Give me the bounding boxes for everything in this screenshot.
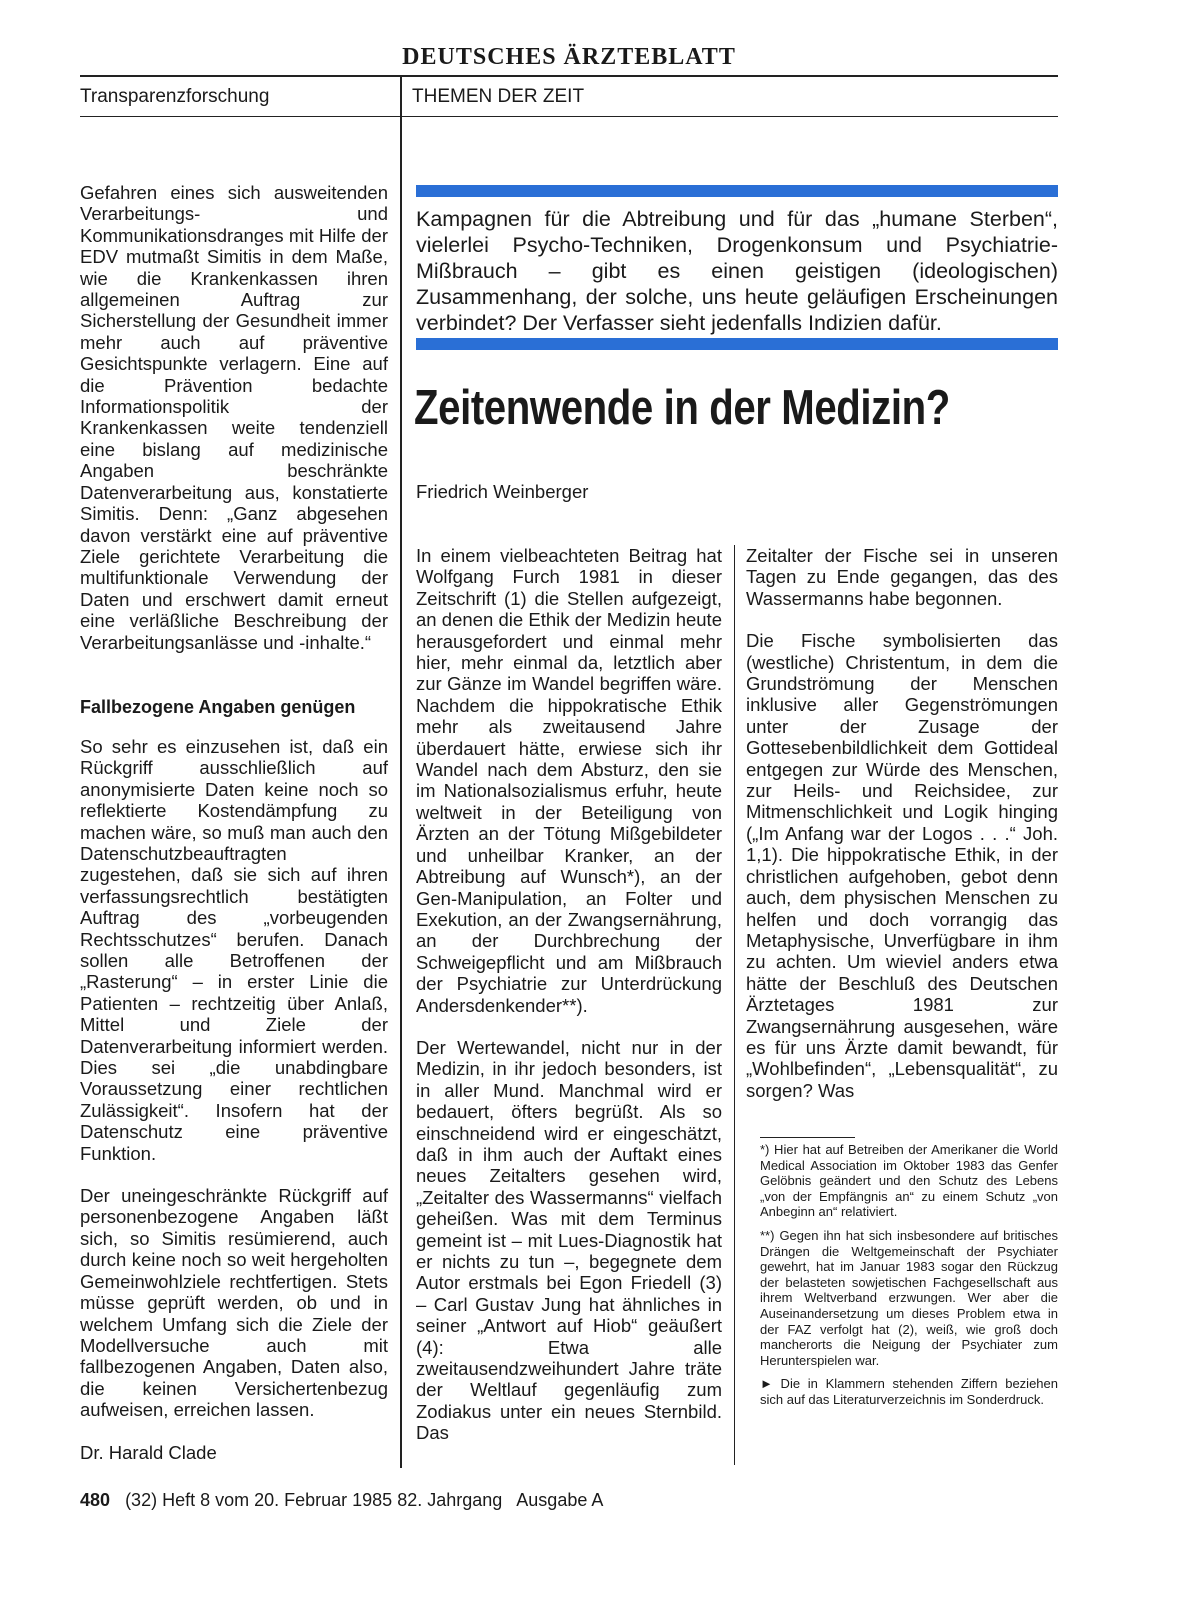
- signature: Dr. Harald Clade: [80, 1441, 217, 1463]
- article-author: Friedrich Weinberger: [416, 481, 589, 502]
- section-label-left: Transparenzforschung: [80, 86, 270, 107]
- left-paragraph-1: Gefahren eines sich ausweitenden Verarbeitungs- und Kommunikationsdranges mit Hilfe der EDV mutmaßt Simitis in dem Maße, wie die Krankenkassen ihren allgemeinen Auftrag zur Sicherstellung der Gesundheit immer mehr auch auf präventive Gesichtspunkte verlagern. Eine auf die Prävention bedachte Informationspolitik der Krankenkassen weite tendenziell eine bislang auf medizinische Angaben beschränkte Datenverarbeitung aus, konstatierte Simitis. Denn: „Ganz abgesehen davon verstärkt eine auf präventive Ziele gerichtete Verarbeitung die multifunktionale Verwendung der Daten und erschwert damit erneut eine verläßliche Beschreibung der Verarbeitungsanlässe und -inhalte.“: [80, 182, 388, 653]
- left-subheading: Fallbezogene Angaben genügen: [80, 696, 356, 717]
- article-col2-paragraph-2: Die Fische symbolisierten das (westliche) Christentum, in dem die Grundströmung der Menschen inklusive aller Gegenströmungen unter der Zusage der Gottesebenbildlichkeit dem Gottideal entgegen zur Würde des Menschen, zur Heils- und Reichsidee, zur Mitmenschlichkeit und Logik hinging („Im Anfang war der Logos . . .“ Joh. 1,1). Die hippokratische Ethik, in der christlichen aufgehoben, gebot denn auch, dem physischen Menschen zu helfen und doch vorrangig das Metaphysische, Unverfügbare in ihm zu achten. Um wieviel anders etwa hätte der Beschluß des Deutschen Ärztetages 1981 zur Zwangsernährung ausgesehen, wäre es für uns Ärzte damit bewandt, für „Wohlbefinden“, „Lebensqualität“, zu sorgen? Was: [746, 630, 1058, 1101]
- footnote-1: *) Hier hat auf Betreiben der Amerikaner die World Medical Association im Oktober 1983 das Genfer Gelöbnis geändert und den Schutz des Lebens „von der Empfängnis an“ zu einem Schutz „von Anbeginn an“ relativiert.: [760, 1142, 1058, 1220]
- article-col1-paragraph-1: In einem vielbeachteten Beitrag hat Wolfgang Furch 1981 in dieser Zeitschrift (1) die Stellen aufgezeigt, an denen die Ethik der Medizin heute herausgefordert und einmal mehr hier, mehr einmal da, letztlich aber zur Gänze im Wandel begriffen wäre. Nachdem die hippokratische Ethik mehr als zweitausend Jahre überdauert hätte, erwiese sich ihr Wandel nach dem Absturz, den sie im Nationalsozialismus erfuhr, heute weltweit in der Beteiligung von Ärzten an der Tötung Mißgebildeter und unheilbar Kranker, an der Abtreibung auf Wunsch*), an der Gen-Manipulation, an Folter und Exekution, an der Zwangsernährung, an der Durchbrechung der Schweigepflicht und am Mißbrauch der Psychiatrie zur Unterdrückung Andersdenkender**).: [416, 545, 722, 1016]
- left-column: [80, 182, 388, 1463]
- article-col2-paragraph-1: Zeitalter der Fische sei in unseren Tagen zu Ende gegangen, das des Wassermanns habe begonnen.: [746, 545, 1058, 609]
- page-number: 480: [80, 1490, 111, 1510]
- accent-bar-bottom: [416, 338, 1058, 350]
- footnote-3: ► Die in Klammern stehenden Ziffern beziehen sich auf das Literaturverzeichnis im Sonderdruck.: [760, 1376, 1058, 1407]
- issue-info: (32) Heft 8 vom 20. Februar 1985 82. Jahrgang Ausgabe A: [125, 1490, 604, 1510]
- section-label-right: THEMEN DER ZEIT: [412, 86, 585, 107]
- left-paragraph-2: So sehr es einzusehen ist, daß ein Rückgriff ausschließlich auf anonymisierte Daten keine noch so reflektierte Kostendämpfung zu machen wäre, so muß man auch den Datenschutzbeauftragten zugestehen, daß sie sich auf ihren verfassungsrechtlich bestätigten Auftrag des „vorbeugenden Rechtsschutzes“ berufen. Danach sollen alle Betroffenen der „Rasterung“ – in erster Linie die Patienten – rechtzeitig über Anlaß, Mittel und Ziele der Datenverarbeitung informiert werden. Dies sei „die unabdingbare Voraussetzung einer rechtlichen Zulässigkeit“. Insofern hat der Datenschutz eine präventive Funktion.: [80, 735, 388, 1164]
- article-lead: Kampagnen für die Abtreibung und für das „humane Sterben“, vielerlei Psycho-Techniken, Drogenkonsum und Psychiatrie-Mißbrauch – gibt es einen geistigen (ideologischen) Zusammenhang, der solche, uns heute geläufigen Erscheinungen verbindet? Der Verfasser sieht jedenfalls Indizien dafür.: [416, 207, 1058, 335]
- accent-bar-top: [416, 185, 1058, 197]
- footnotes: [760, 1142, 1058, 1416]
- article-column-1: [416, 545, 722, 1444]
- left-paragraph-3: Der uneingeschränkte Rückgriff auf personenbezogene Angaben läßt sich, so Simitis resümierend, auch durch keine noch so weit hergeholten Gemeinwohlziele rechtfertigen. Stets müsse geprüft werden, ob und in welchem Umfang sich die Ziele der Modellversuche auch mit fallbezogenen Angaben, Daten also, die keinen Versichertenbezug aufweisen, erreichen lassen.: [80, 1185, 388, 1421]
- page-footer: [80, 1490, 603, 1511]
- article-col1-paragraph-2: Der Wertewandel, nicht nur in der Medizin, in ihr jedoch besonders, ist in aller Mund. Manchmal wird er bedauert, öfters begrüßt. Als so einschneidend wird er eingeschätzt, daß in ihm auch der Auftakt eines neues Zeitalters gesehen wird, „Zeitalter des Wassermanns“ vielfach geheißen. Was mit dem Terminus gemeint ist – mit Lues-Diagnostik hat er nichts zu tun –, begegnete dem Autor erstmals bei Egon Friedell (3) – Carl Gustav Jung hat ähnliches in seiner „Antwort auf Hiob“ geäußert (4): Etwa alle zweitausendzweihundert Jahre träte der Weltlauf gegenläufig zum Zodiakus unter ein neues Sternbild. Das: [416, 1036, 722, 1444]
- footnote-2: **) Gegen ihn hat sich insbesondere auf britisches Drängen die Weltgemeinschaft der Psychiater gewehrt, hat im Januar 1983 sogar den Rückzug der belasteten sowjetischen Fachgesellschaft aus ihrem Weltverband erzwungen. Wer aber die Auseinandersetzung um dieses Problem etwa in der FAZ verfolgt hat (2), weiß, wie groß doch mancherorts die Neigung der Psychiater zum Herunterspielen war.: [760, 1227, 1058, 1368]
- footnote-rule: [760, 1137, 855, 1138]
- article-column-divider: [734, 545, 735, 1465]
- header-rule-bottom: [80, 116, 1058, 117]
- article-title: Zeitenwende in der Medizin?: [414, 381, 950, 435]
- article-column-2: [746, 545, 1058, 1101]
- masthead: DEUTSCHES ÄRZTEBLATT: [402, 44, 736, 70]
- header-rule-top: [80, 75, 1058, 77]
- column-divider: [400, 76, 402, 1468]
